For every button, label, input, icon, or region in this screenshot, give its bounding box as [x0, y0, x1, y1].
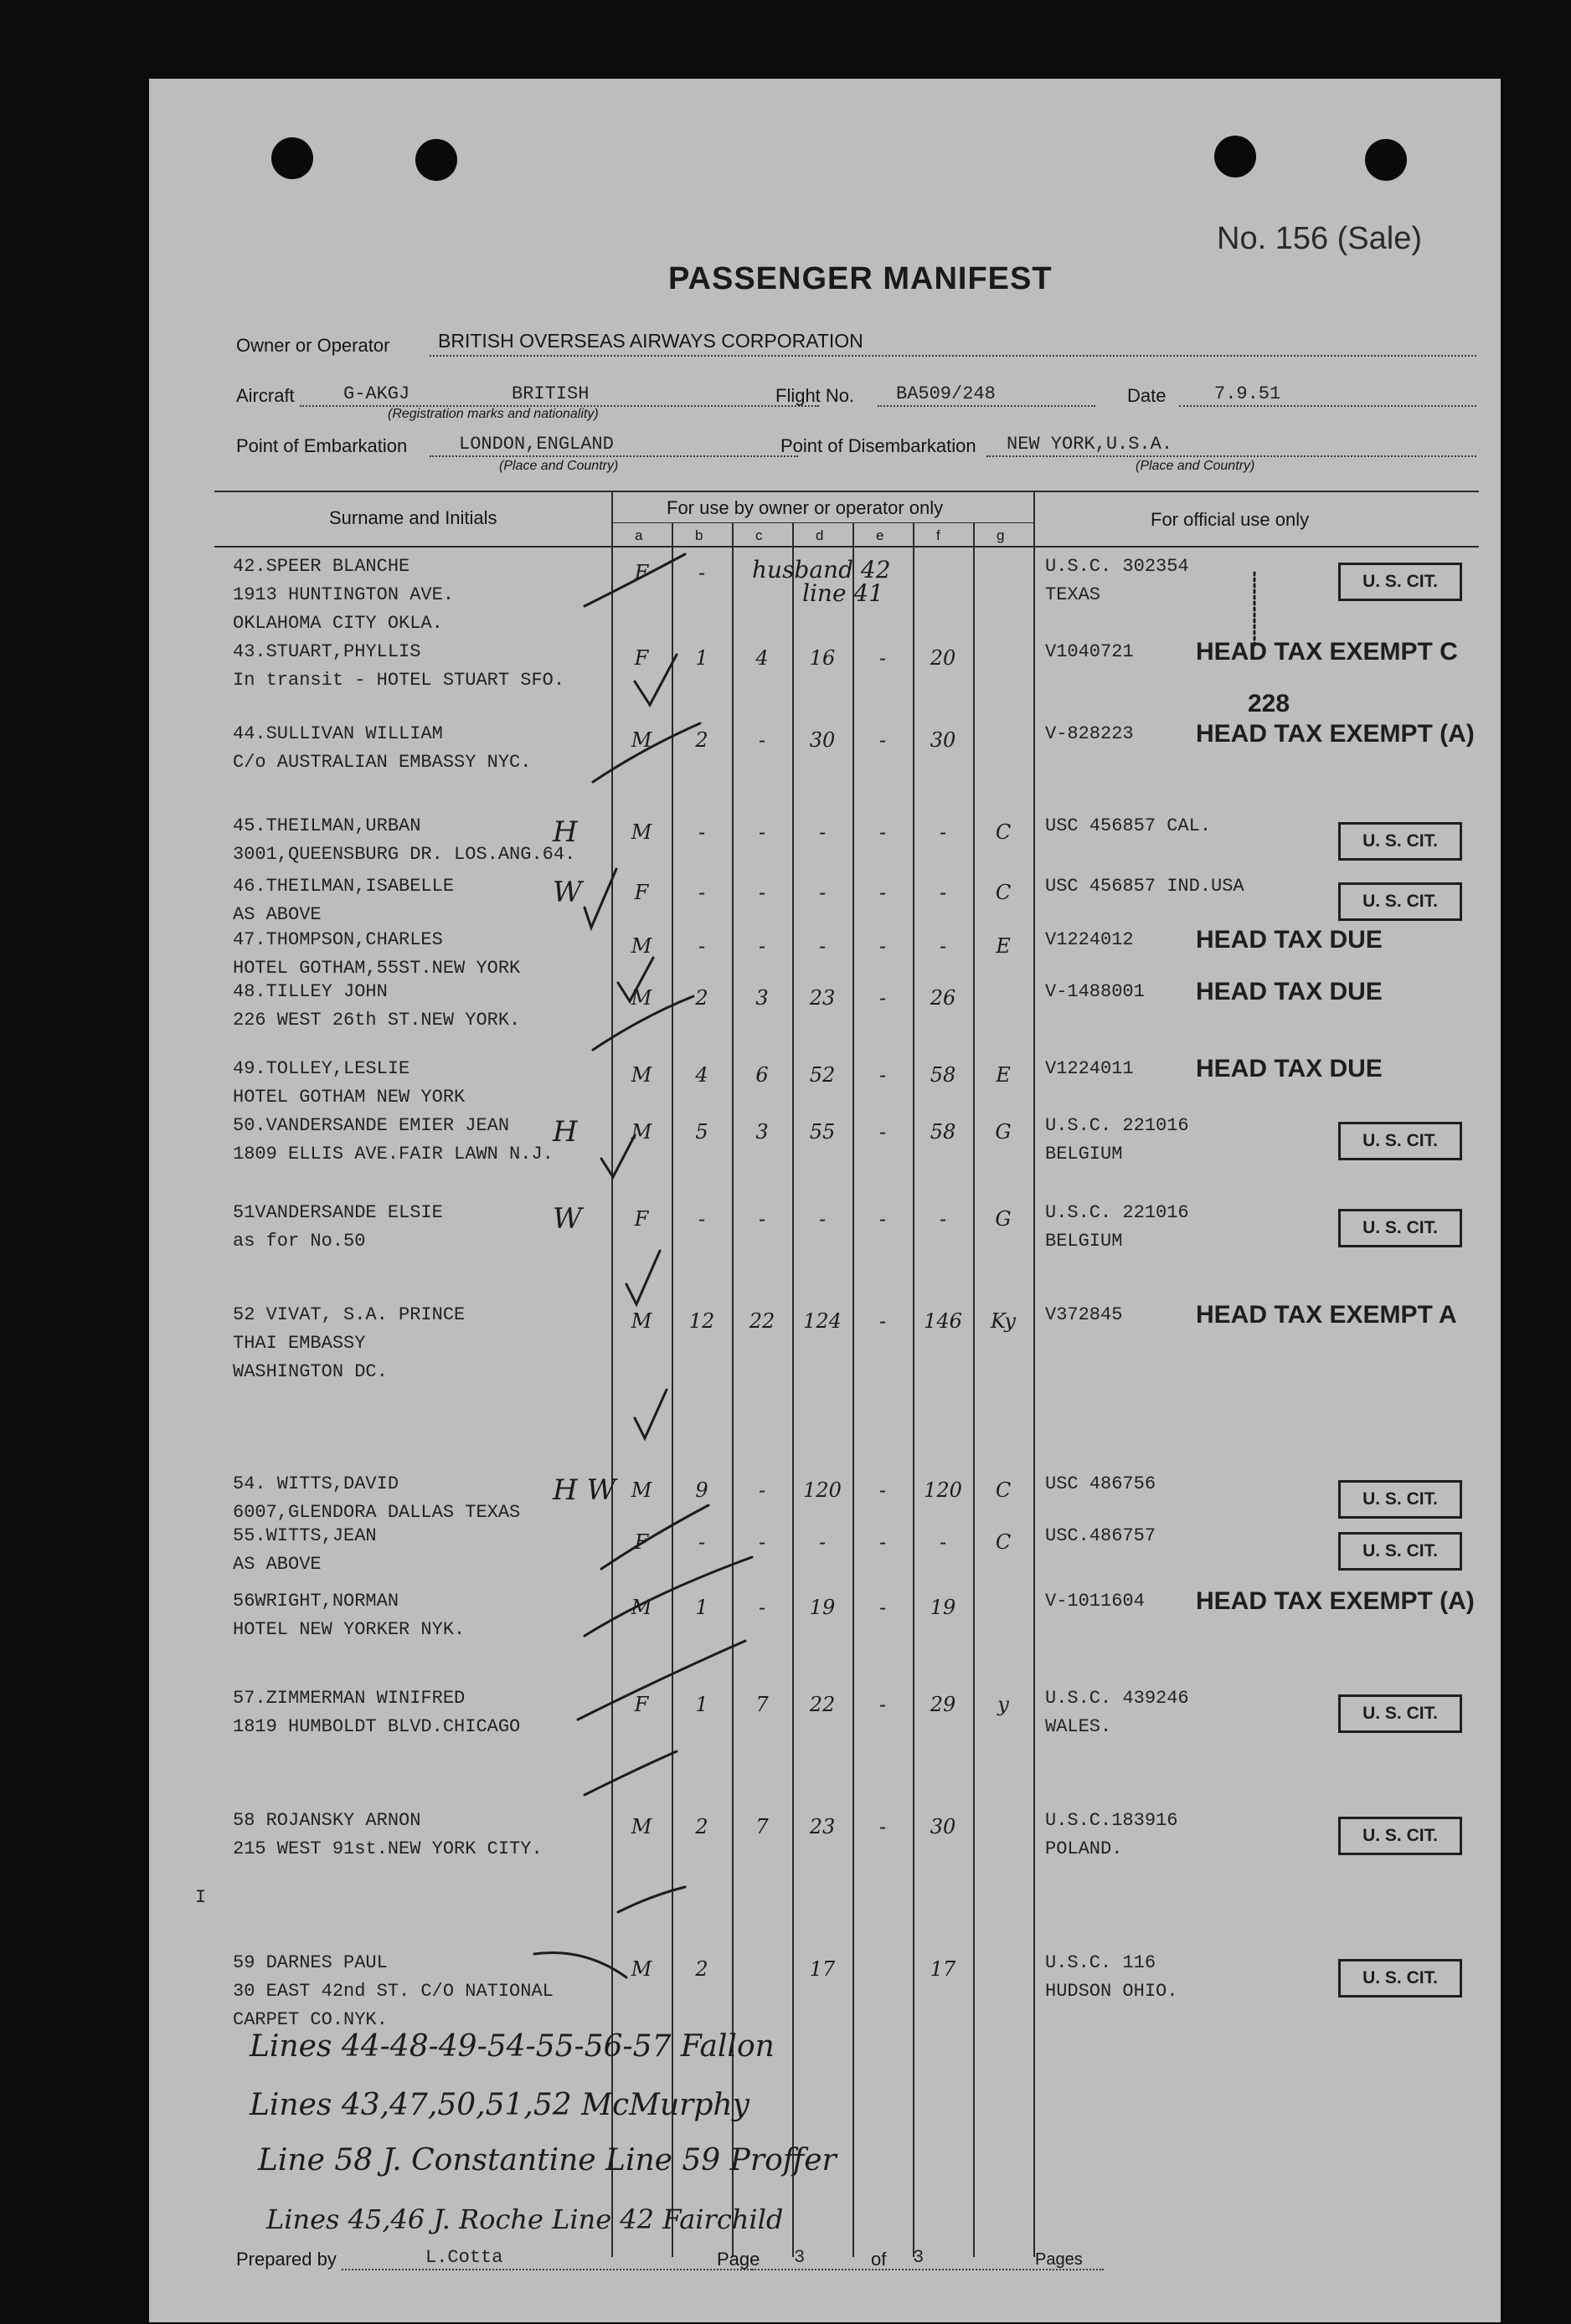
aircraft-note: (Registration marks and nationality) — [388, 407, 599, 421]
cell-f: - — [939, 881, 947, 904]
passenger-address: THAI EMBASSY — [233, 1333, 366, 1354]
cell-d: - — [818, 1207, 827, 1231]
checkmark-59 — [534, 1953, 626, 1977]
cell-b: 5 — [695, 1120, 708, 1144]
cell-f: 58 — [930, 1120, 956, 1144]
cell-g: Ky — [991, 1309, 1016, 1333]
cell-c: - — [758, 934, 766, 958]
cell-b: 1 — [695, 646, 708, 670]
cell-c: - — [758, 820, 766, 844]
passenger-address: 1819 HUMBOLDT BLVD.CHICAGO — [233, 1716, 521, 1737]
embark-label: Point of Embarkation — [236, 435, 408, 456]
aircraft-nationality: BRITISH — [512, 383, 590, 404]
cell-a: F — [634, 1207, 649, 1231]
passenger-name: 51VANDERSANDE ELSIE — [233, 1202, 443, 1223]
doc-number: No. 156 (Sale) — [1217, 221, 1423, 256]
cell-c: 22 — [749, 1309, 775, 1333]
cell-g: C — [995, 1530, 1012, 1554]
disembark-label: Point of Disembarkation — [780, 435, 976, 456]
cell-c: - — [758, 1478, 766, 1502]
handwritten-note: line 41 — [802, 579, 884, 607]
prepared-label: Prepared by — [236, 2249, 337, 2270]
cell-f: 20 — [930, 646, 956, 670]
cell-a: M — [631, 986, 652, 1010]
of-value: 3 — [913, 2247, 925, 2268]
head-tax-stamp: HEAD TAX DUE — [1196, 978, 1383, 1005]
cell-e: - — [878, 646, 887, 670]
cell-e: - — [878, 934, 887, 958]
cell-f: - — [939, 820, 947, 844]
head-tax-stamp: HEAD TAX EXEMPT A — [1196, 1301, 1457, 1329]
cell-a: M — [631, 1957, 652, 1981]
signature-line-2: Lines 43,47,50,51,52 McMurphy — [250, 2088, 749, 2122]
passenger-name: 58 ROJANSKY ARNON — [233, 1810, 421, 1831]
cell-d: 23 — [809, 1815, 836, 1838]
cell-g: E — [996, 1063, 1011, 1087]
passenger-name: 42.SPEER BLANCHE — [233, 556, 410, 577]
head-tax-stamp: HEAD TAX DUE — [1196, 1055, 1383, 1082]
handwritten-note: H — [553, 815, 578, 849]
cell-f: 58 — [930, 1063, 956, 1087]
pages-label: Pages — [1035, 2250, 1083, 2269]
cell-a: M — [631, 728, 652, 752]
handwritten-note: husband 42 — [752, 556, 891, 584]
official-visa-number: U.S.C. 439246 — [1045, 1688, 1189, 1709]
cell-c: 4 — [755, 646, 769, 670]
cell-e: - — [878, 1693, 887, 1716]
cell-b: - — [698, 934, 706, 958]
us-citizen-stamp: U. S. CIT. — [1338, 1480, 1462, 1519]
cell-e: - — [878, 1478, 887, 1502]
passenger-name: 55.WITTS,JEAN — [233, 1525, 377, 1546]
official-visa-number: V1224011 — [1045, 1058, 1134, 1079]
official-visa-number: V-828223 — [1045, 723, 1134, 744]
subcol-b: b — [695, 527, 703, 543]
cell-f: 19 — [930, 1596, 956, 1619]
subcol-g: g — [997, 527, 1005, 543]
subcol-e: e — [876, 527, 884, 543]
prepared-value: L.Cotta — [425, 2247, 503, 2268]
cell-c: - — [758, 728, 766, 752]
cell-g: C — [995, 820, 1012, 844]
passenger-name: 50.VANDERSANDE EMIER JEAN — [233, 1115, 510, 1136]
passenger-name: 48.TILLEY JOHN — [233, 981, 388, 1002]
passenger-address: 3001,QUEENSBURG DR. LOS.ANG.64. — [233, 844, 576, 865]
cell-g: G — [995, 1120, 1012, 1144]
embark-note: (Place and Country) — [499, 459, 619, 473]
signature-line-1: Lines 44-48-49-54-55-56-57 Fallon — [250, 2029, 775, 2064]
passenger-name: 43.STUART,PHYLLIS — [233, 641, 421, 662]
cell-f: - — [939, 1530, 947, 1554]
checkmark-51 — [626, 1251, 660, 1304]
cell-a: M — [631, 934, 652, 958]
cell-f: 30 — [930, 728, 956, 752]
aircraft-registration: G-AKGJ — [343, 383, 410, 404]
cell-f: 120 — [924, 1478, 962, 1502]
cell-d: - — [818, 934, 827, 958]
passenger-address: WASHINGTON DC. — [233, 1361, 388, 1382]
cell-c: 3 — [755, 1120, 769, 1144]
page-label: Page — [717, 2249, 760, 2270]
cell-b: - — [698, 1207, 706, 1231]
cell-a: M — [631, 1596, 652, 1619]
cell-c: 7 — [755, 1815, 769, 1838]
cell-e: - — [878, 881, 887, 904]
cell-b: 2 — [695, 1815, 708, 1838]
official-visa-number: U.S.C. 221016 — [1045, 1115, 1189, 1136]
flight-number: BA509/248 — [896, 383, 996, 404]
official-visa-number: WALES. — [1045, 1716, 1112, 1737]
stamp-number: 228 — [1248, 690, 1290, 717]
cell-b: 1 — [695, 1596, 708, 1619]
checkmark-57 — [585, 1751, 677, 1795]
official-visa-number: BELGIUM — [1045, 1144, 1123, 1165]
cell-b: 9 — [695, 1478, 708, 1502]
subcol-c: c — [755, 527, 763, 543]
surname-header: Surname and Initials — [329, 507, 497, 528]
cell-e: - — [878, 728, 887, 752]
signature-line-3: Line 58 J. Constantine Line 59 Proffer — [258, 2143, 837, 2177]
cell-d: - — [818, 820, 827, 844]
passenger-name: 44.SULLIVAN WILLIAM — [233, 723, 443, 744]
cell-d: 16 — [809, 646, 836, 670]
cell-c: - — [758, 1530, 766, 1554]
checkmark-45 — [585, 869, 616, 928]
cell-d: 55 — [809, 1120, 836, 1144]
official-visa-number: USC 456857 IND.USA — [1045, 876, 1244, 897]
head-tax-stamp: HEAD TAX DUE — [1196, 926, 1383, 954]
cell-d: 30 — [809, 728, 836, 752]
cell-d: 22 — [809, 1693, 836, 1716]
passenger-name: 52 VIVAT, S.A. PRINCE — [233, 1304, 466, 1325]
passenger-address: OKLAHOMA CITY OKLA. — [233, 613, 443, 634]
passenger-address: In transit - HOTEL STUART SFO. — [233, 670, 565, 691]
cell-e: - — [878, 1063, 887, 1087]
page-rule — [752, 2269, 1104, 2270]
cell-d: - — [818, 881, 827, 904]
passenger-name: 54. WITTS,DAVID — [233, 1473, 399, 1494]
cell-d: 23 — [809, 986, 836, 1010]
official-visa-number: USC.486757 — [1045, 1525, 1156, 1546]
us-citizen-stamp: U. S. CIT. — [1338, 882, 1462, 921]
passenger-address: 215 WEST 91st.NEW YORK CITY. — [233, 1838, 543, 1859]
handwritten-note: W — [553, 1202, 582, 1236]
official-visa-number: HUDSON OHIO. — [1045, 1981, 1178, 2002]
cell-e: - — [878, 1309, 887, 1333]
cell-e: - — [878, 1596, 887, 1619]
cell-f: 26 — [930, 986, 956, 1010]
cell-f: 17 — [930, 1957, 956, 1981]
official-visa-number: TEXAS — [1045, 584, 1101, 605]
us-citizen-stamp: U. S. CIT. — [1338, 563, 1462, 601]
cell-c: 6 — [755, 1063, 769, 1087]
official-visa-number: U.S.C. 116 — [1045, 1952, 1156, 1973]
passenger-address: AS ABOVE — [233, 1554, 322, 1575]
passenger-address: C/o AUSTRALIAN EMBASSY NYC. — [233, 752, 532, 773]
prepared-rule — [342, 2269, 752, 2270]
cell-f: 29 — [930, 1693, 956, 1716]
official-visa-number: V1040721 — [1045, 641, 1134, 662]
passenger-address: 30 EAST 42nd ST. C/O NATIONAL — [233, 1981, 554, 2002]
date-value: 7.9.51 — [1214, 383, 1281, 404]
us-citizen-stamp: U. S. CIT. — [1338, 1817, 1462, 1855]
passenger-name: 56WRIGHT,NORMAN — [233, 1591, 399, 1612]
cell-d: 120 — [803, 1478, 842, 1502]
passenger-name: 57.ZIMMERMAN WINIFRED — [233, 1688, 466, 1709]
official-visa-number: POLAND. — [1045, 1838, 1123, 1859]
cell-e: - — [878, 1120, 887, 1144]
official-visa-number: USC 456857 CAL. — [1045, 815, 1212, 836]
cell-a: M — [631, 1063, 652, 1087]
subcol-d: d — [816, 527, 824, 543]
cell-b: - — [698, 881, 706, 904]
us-citizen-stamp: U. S. CIT. — [1338, 1959, 1462, 1998]
cell-f: - — [939, 934, 947, 958]
passenger-address: CARPET CO.NYK. — [233, 2009, 388, 2030]
embark-value: LONDON,ENGLAND — [459, 434, 614, 455]
checkmark-55 — [585, 1557, 752, 1636]
cell-d: 124 — [803, 1309, 842, 1333]
cell-g: G — [995, 1207, 1012, 1231]
cell-b: - — [698, 820, 706, 844]
us-citizen-stamp: U. S. CIT. — [1338, 1209, 1462, 1247]
passenger-address: 6007,GLENDORA DALLAS TEXAS — [233, 1502, 521, 1523]
cell-d: 52 — [809, 1063, 836, 1087]
checkmark-52 — [635, 1390, 667, 1438]
us-citizen-stamp: U. S. CIT. — [1338, 1532, 1462, 1571]
cell-a: M — [631, 1815, 652, 1838]
cell-a: F — [634, 646, 649, 670]
head-tax-stamp: HEAD TAX EXEMPT (A) — [1196, 1587, 1475, 1615]
cell-b: 2 — [695, 986, 708, 1010]
cell-c: - — [758, 1207, 766, 1231]
passenger-address: AS ABOVE — [233, 904, 322, 925]
cell-b: - — [698, 561, 706, 584]
cell-e: - — [878, 1207, 887, 1231]
passenger-address: 1913 HUNTINGTON AVE. — [233, 584, 455, 605]
owner-use-header: For use by owner or operator only — [667, 497, 944, 518]
cell-a: F — [634, 1530, 649, 1554]
us-citizen-stamp: U. S. CIT. — [1338, 822, 1462, 861]
cell-a: F — [634, 561, 649, 584]
owner-value: BRITISH OVERSEAS AIRWAYS CORPORATION — [438, 330, 863, 352]
page-title: PASSENGER MANIFEST — [668, 261, 1053, 296]
owner-label: Owner or Operator — [236, 335, 390, 356]
passenger-address: HOTEL NEW YORKER NYK. — [233, 1619, 466, 1640]
official-visa-number: V1224012 — [1045, 929, 1134, 950]
head-tax-stamp: HEAD TAX EXEMPT (A) — [1196, 720, 1475, 748]
cell-c: - — [758, 881, 766, 904]
cell-d: 19 — [809, 1596, 836, 1619]
cell-d: 17 — [809, 1957, 836, 1981]
passenger-name: 46.THEILMAN,ISABELLE — [233, 876, 455, 897]
official-visa-number: U.S.C. 221016 — [1045, 1202, 1189, 1223]
passenger-name: 59 DARNES PAUL — [233, 1952, 388, 1973]
cell-f: 146 — [924, 1309, 962, 1333]
official-visa-number: USC 486756 — [1045, 1473, 1156, 1494]
passenger-name: 49.TOLLEY,LESLIE — [233, 1058, 410, 1079]
cell-e: - — [878, 1530, 887, 1554]
cell-a: M — [631, 1478, 652, 1502]
cell-b: 1 — [695, 1693, 708, 1716]
page-value: 3 — [794, 2247, 806, 2268]
handwritten-note: H W — [553, 1473, 616, 1507]
cell-a: M — [631, 1309, 652, 1333]
cell-f: - — [939, 1207, 947, 1231]
head-tax-stamp: HEAD TAX EXEMPT C — [1196, 638, 1458, 666]
cell-e: - — [878, 820, 887, 844]
cell-a: M — [631, 1120, 652, 1144]
manifest-sheet — [149, 79, 1501, 2322]
cell-e: - — [878, 986, 887, 1010]
cell-a: F — [634, 1693, 649, 1716]
handwritten-note: W — [553, 876, 582, 909]
official-visa-number: V372845 — [1045, 1304, 1123, 1325]
cell-g: C — [995, 1478, 1012, 1502]
disembark-value: NEW YORK,U.S.A. — [1007, 434, 1173, 455]
subcol-a: a — [635, 527, 643, 543]
cell-g: C — [995, 881, 1012, 904]
official-visa-number: V-1488001 — [1045, 981, 1145, 1002]
passenger-name: 45.THEILMAN,URBAN — [233, 815, 421, 836]
cell-g: E — [996, 934, 1011, 958]
cell-a: F — [634, 881, 649, 904]
official-visa-number: U.S.C.183916 — [1045, 1810, 1178, 1831]
cell-f: 30 — [930, 1815, 956, 1838]
passenger-address: 226 WEST 26th ST.NEW YORK. — [233, 1010, 521, 1031]
cell-c: 3 — [755, 986, 769, 1010]
aircraft-label: Aircraft — [236, 385, 295, 406]
subcol-f: f — [936, 527, 940, 543]
cell-b: 12 — [688, 1309, 715, 1333]
cell-b: 2 — [695, 728, 708, 752]
stray-mark: I — [195, 1887, 207, 1908]
official-use-header: For official use only — [1151, 509, 1310, 530]
cell-c: 7 — [755, 1693, 769, 1716]
date-label: Date — [1127, 385, 1167, 406]
cell-e: - — [878, 1815, 887, 1838]
official-visa-number: U.S.C. 302354 — [1045, 556, 1189, 577]
us-citizen-stamp: U. S. CIT. — [1338, 1694, 1462, 1733]
cell-c: - — [758, 1596, 766, 1619]
official-visa-number: V-1011604 — [1045, 1591, 1145, 1612]
cell-d: - — [818, 1530, 827, 1554]
flight-label: Flight No. — [775, 385, 855, 406]
disembark-note: (Place and Country) — [1136, 459, 1255, 473]
passenger-address: HOTEL GOTHAM NEW YORK — [233, 1087, 466, 1108]
passenger-address: 1809 ELLIS AVE.FAIR LAWN N.J. — [233, 1144, 554, 1165]
passenger-name: 47.THOMPSON,CHARLES — [233, 929, 443, 950]
passenger-address: as for No.50 — [233, 1231, 366, 1252]
cell-a: M — [631, 820, 652, 844]
cell-g: y — [997, 1693, 1009, 1716]
cell-b: - — [698, 1530, 706, 1554]
checkmark-58 — [618, 1887, 685, 1912]
official-visa-number: BELGIUM — [1045, 1231, 1123, 1252]
us-citizen-stamp: U. S. CIT. — [1338, 1122, 1462, 1160]
cell-b: 2 — [695, 1957, 708, 1981]
passenger-address: HOTEL GOTHAM,55ST.NEW YORK — [233, 958, 521, 979]
cell-b: 4 — [695, 1063, 708, 1087]
handwritten-note: H — [553, 1115, 578, 1149]
signature-line-4: Lines 45,46 J. Roche Line 42 Fairchild — [266, 2203, 784, 2235]
of-label: of — [871, 2249, 887, 2270]
